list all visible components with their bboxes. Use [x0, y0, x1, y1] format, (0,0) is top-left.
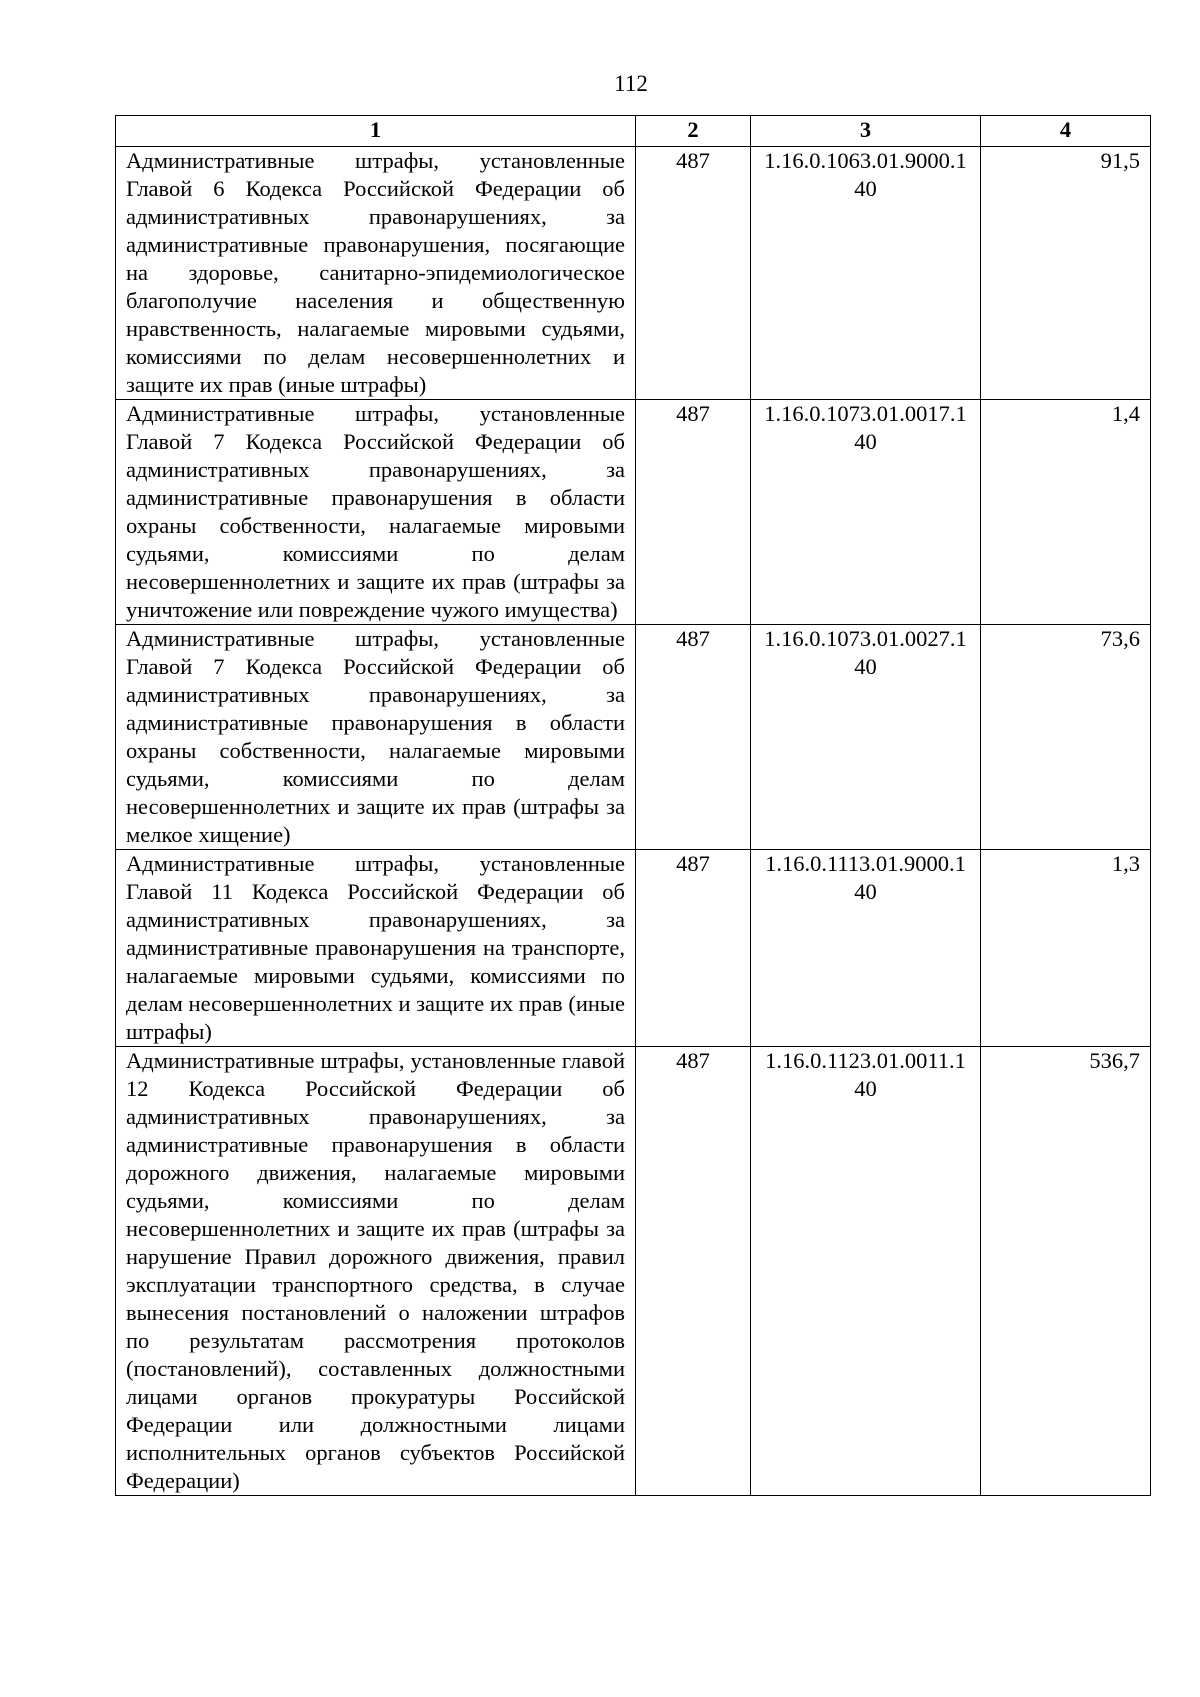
administrator-code-cell: 487 — [636, 147, 751, 400]
amount-cell: 536,7 — [981, 1047, 1151, 1496]
revenue-name-cell: Административные штрафы, установленные Главой 6 Кодекса Российской Федерации об административных правонарушениях, за административные правонарушения, посягающие на здоровье, санитарно-эпидемиологическое благополучие населения и общественную нравственность, налагаемые мировыми судьями, комиссиями по делам несовершеннолетних и защите их прав (иные штрафы) — [116, 147, 636, 400]
table-row — [116, 850, 1151, 1047]
classification-code-cell: 1.16.0.1123.01.0011.140 — [751, 1047, 981, 1496]
column-header-4: 4 — [981, 116, 1151, 147]
administrator-code-cell: 487 — [636, 1047, 751, 1496]
revenue-name-cell: Административные штрафы, установленные Главой 7 Кодекса Российской Федерации об административных правонарушениях, за административные правонарушения в области охраны собственности, налагаемые мировыми судьями, комиссиями по делам несовершеннолетних и защите их прав (штрафы за мелкое хищение) — [116, 625, 636, 850]
administrator-code-cell: 487 — [636, 850, 751, 1047]
table-row — [116, 147, 1151, 400]
amount-cell: 91,5 — [981, 147, 1151, 400]
amount-cell: 1,3 — [981, 850, 1151, 1047]
table-row — [116, 625, 1151, 850]
page-number: 112 — [614, 71, 648, 96]
classification-code-cell: 1.16.0.1063.01.9000.140 — [751, 147, 981, 400]
revenue-name-cell: Административные штрафы, установленные главой 12 Кодекса Российской Федерации об административных правонарушениях, за административные правонарушения в области дорожного движения, налагаемые мировыми судьями, комиссиями по делам несовершеннолетних и защите их прав (штрафы за нарушение Правил дорожного движения, правил эксплуатации транспортного средства, в случае вынесения постановлений о наложении штрафов по результатам рассмотрения протоколов (постановлений), составленных должностными лицами органов прокуратуры Российской Федерации или должностными лицами исполнительных органов субъектов Российской Федерации) — [116, 1047, 636, 1496]
column-header-1: 1 — [116, 116, 636, 147]
table-row — [116, 1047, 1151, 1496]
revenue-table — [115, 115, 1151, 1496]
revenue-name-cell: Административные штрафы, установленные Главой 11 Кодекса Российской Федерации об административных правонарушениях, за административные правонарушения на транспорте, налагаемые мировыми судьями, комиссиями по делам несовершеннолетних и защите их прав (иные штрафы) — [116, 850, 636, 1047]
administrator-code-cell: 487 — [636, 400, 751, 625]
administrator-code-cell: 487 — [636, 625, 751, 850]
amount-cell: 73,6 — [981, 625, 1151, 850]
amount-cell: 1,4 — [981, 400, 1151, 625]
table-header-row — [116, 116, 1151, 147]
classification-code-cell: 1.16.0.1073.01.0027.140 — [751, 625, 981, 850]
column-header-2: 2 — [636, 116, 751, 147]
revenue-name-cell: Административные штрафы, установленные Главой 7 Кодекса Российской Федерации об административных правонарушениях, за административные правонарушения в области охраны собственности, налагаемые мировыми судьями, комиссиями по делам несовершеннолетних и защите их прав (штрафы за уничтожение или повреждение чужого имущества) — [116, 400, 636, 625]
table-row — [116, 400, 1151, 625]
classification-code-cell: 1.16.0.1113.01.9000.140 — [751, 850, 981, 1047]
column-header-3: 3 — [751, 116, 981, 147]
classification-code-cell: 1.16.0.1073.01.0017.140 — [751, 400, 981, 625]
